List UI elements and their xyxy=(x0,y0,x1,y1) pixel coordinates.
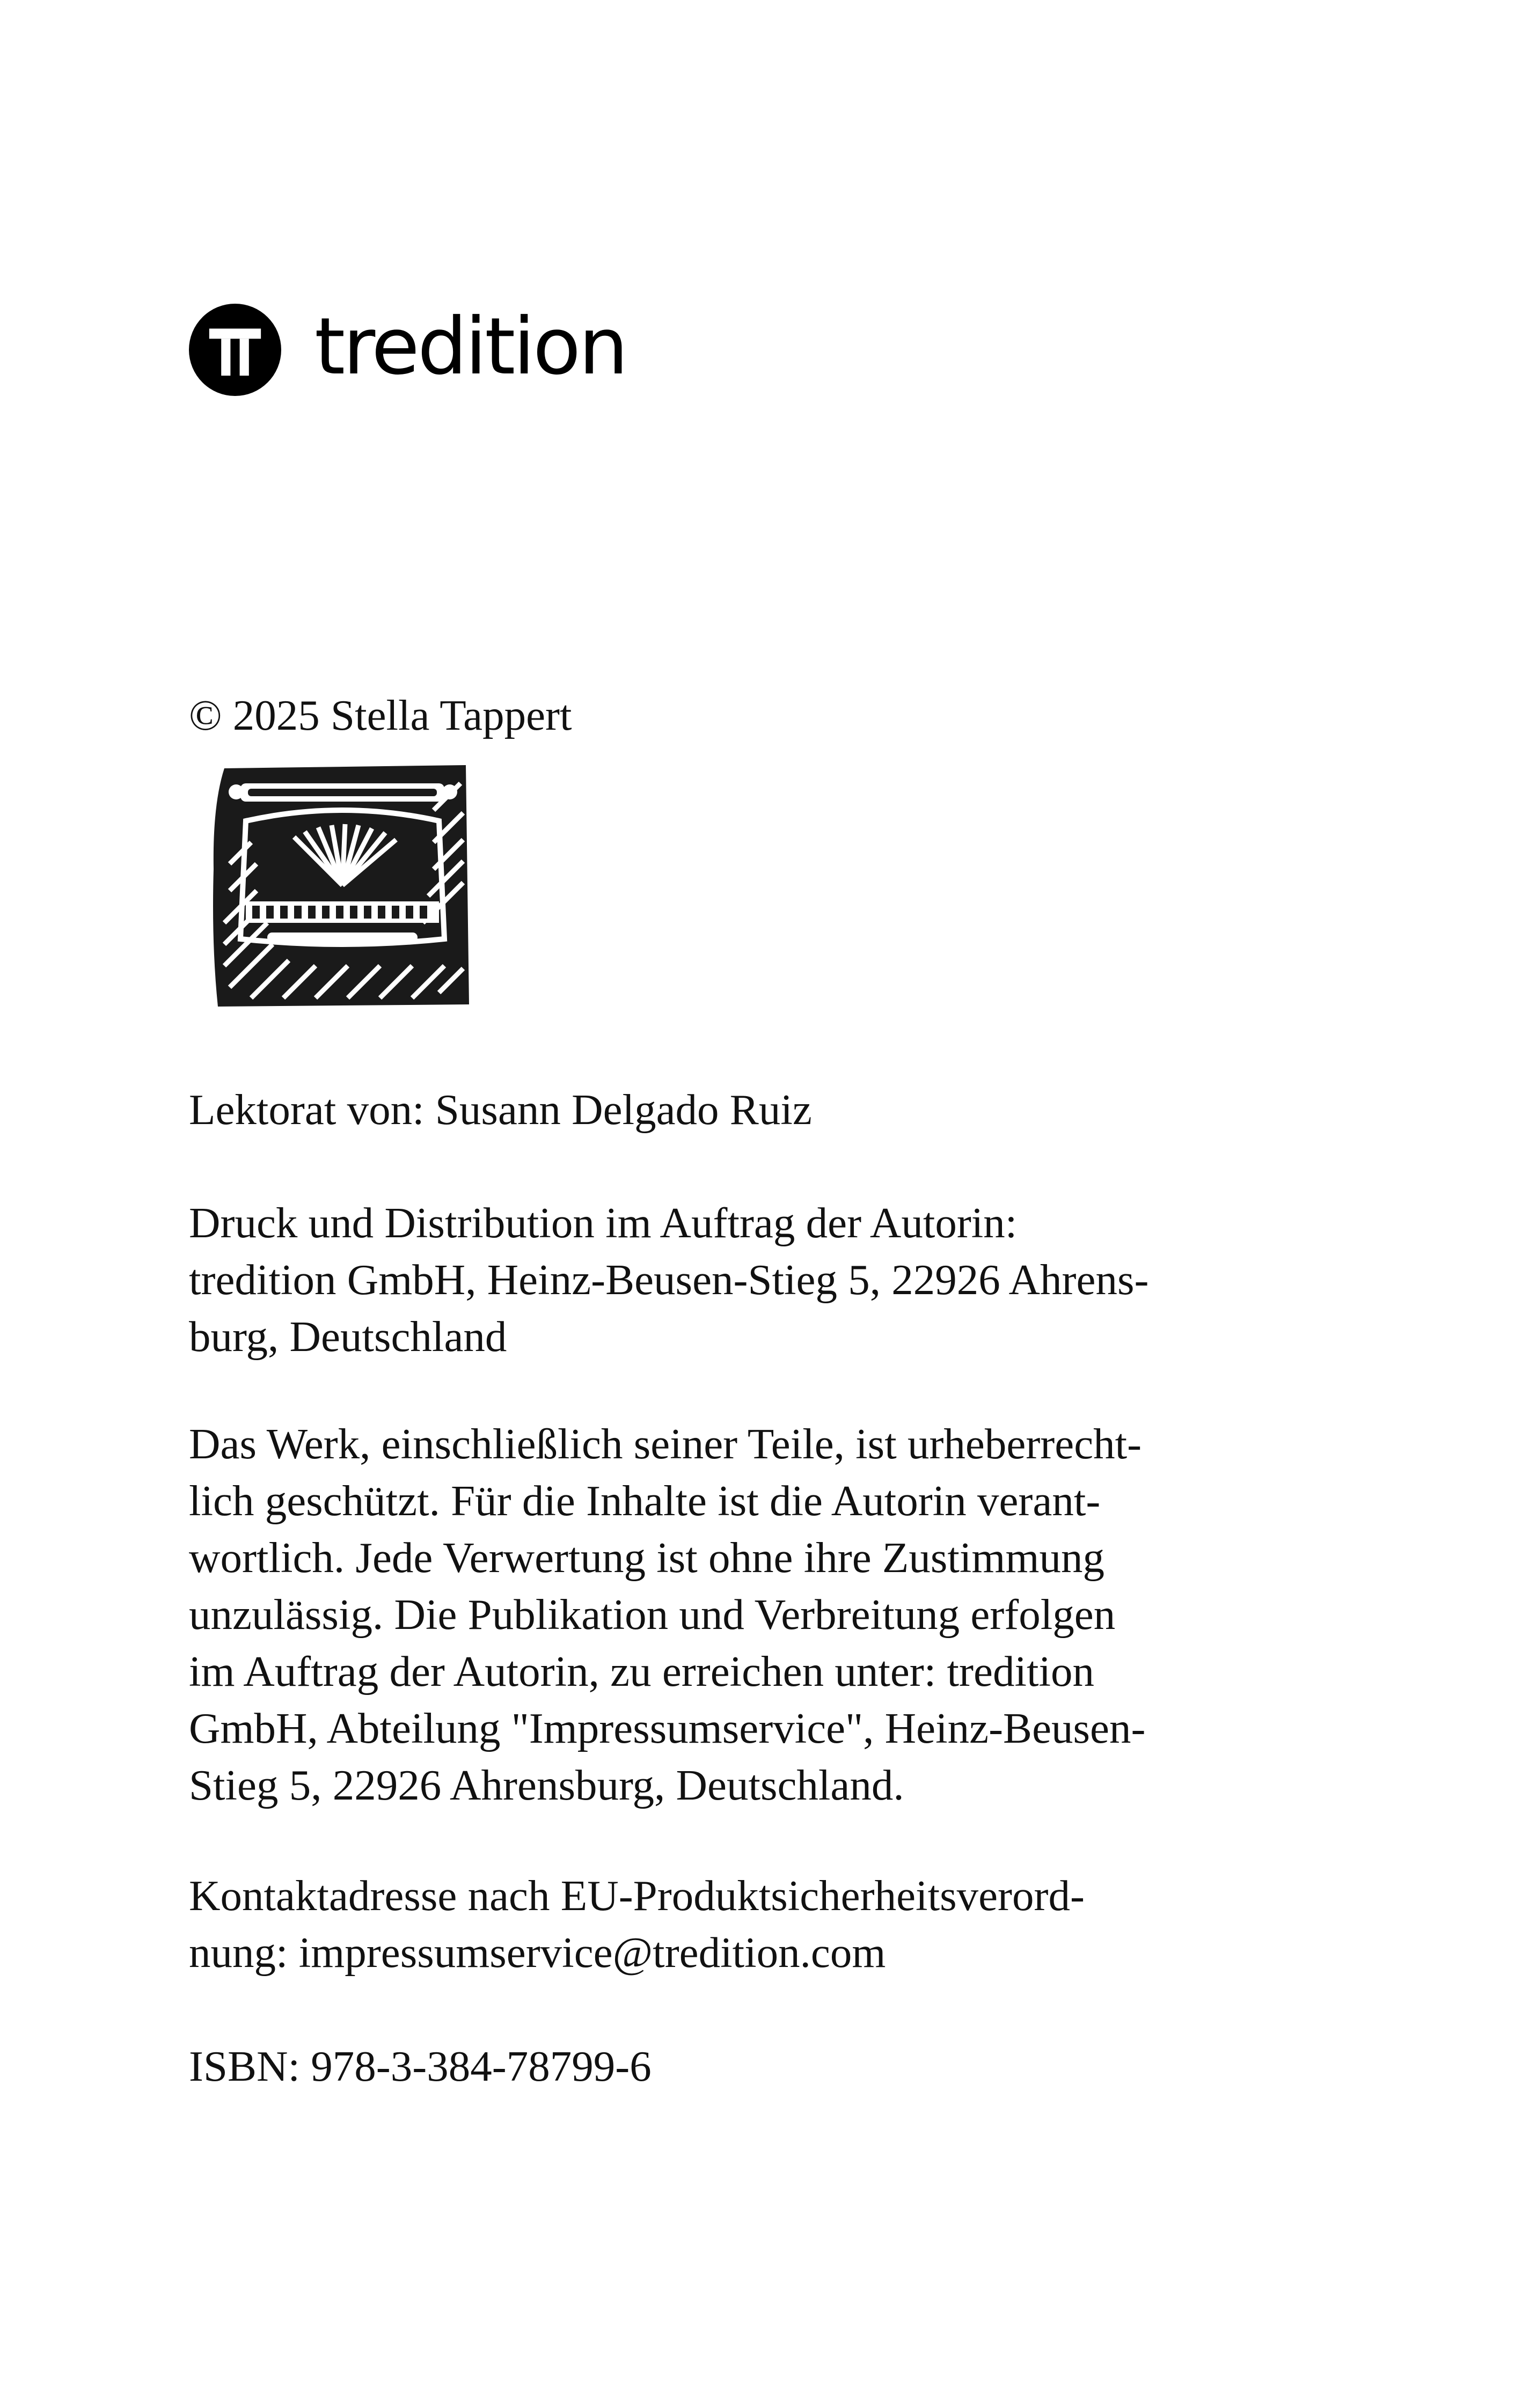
rights-line: unzulässig. Die Publikation und Verbreitung erfolgen xyxy=(189,1590,1116,1639)
printing-line: burg, Deutschland xyxy=(189,1312,507,1361)
rights-line: Das Werk, einschließlich seiner Teile, ist urheberrecht- xyxy=(189,1420,1142,1468)
tredition-logo-icon xyxy=(189,304,281,396)
rights-line: Stieg 5, 22926 Ahrensburg, Deutschland. xyxy=(189,1761,904,1809)
isbn-line: ISBN: 978-3-384-78799-6 xyxy=(189,2042,652,2090)
publisher-wordmark: tredition xyxy=(314,301,626,392)
copyright-line: © 2025 Stella Tappert xyxy=(189,691,572,739)
contact-paragraph xyxy=(189,1867,1294,1981)
printing-line: tredition GmbH, Heinz-Beusen-Stieg 5, 22926 Ahrens- xyxy=(189,1256,1149,1304)
contact-line: Kontaktadresse nach EU-Produktsicherheitsverord- xyxy=(189,1871,1085,1920)
rights-line: GmbH, Abteilung "Impressumservice", Heinz-Beusen- xyxy=(189,1704,1146,1752)
contact-line: nung: impressumservice@tredition.com xyxy=(189,1928,886,1977)
typewriter-icon xyxy=(208,762,477,1010)
printing-paragraph xyxy=(189,1194,1294,1365)
rights-paragraph xyxy=(189,1415,1294,1814)
publisher-logo xyxy=(189,302,626,398)
rights-line: im Auftrag der Autorin, zu erreichen unter: tredition xyxy=(189,1647,1094,1695)
rights-line: lich geschützt. Für die Inhalte ist die Autorin verant- xyxy=(189,1477,1101,1525)
editor-line: Lektorat von: Susann Delgado Ruiz xyxy=(189,1085,812,1134)
printing-line: Druck und Distribution im Auftrag der Autorin: xyxy=(189,1199,1018,1247)
rights-line: wortlich. Jede Verwertung ist ohne ihre Zustimmung xyxy=(189,1533,1104,1582)
